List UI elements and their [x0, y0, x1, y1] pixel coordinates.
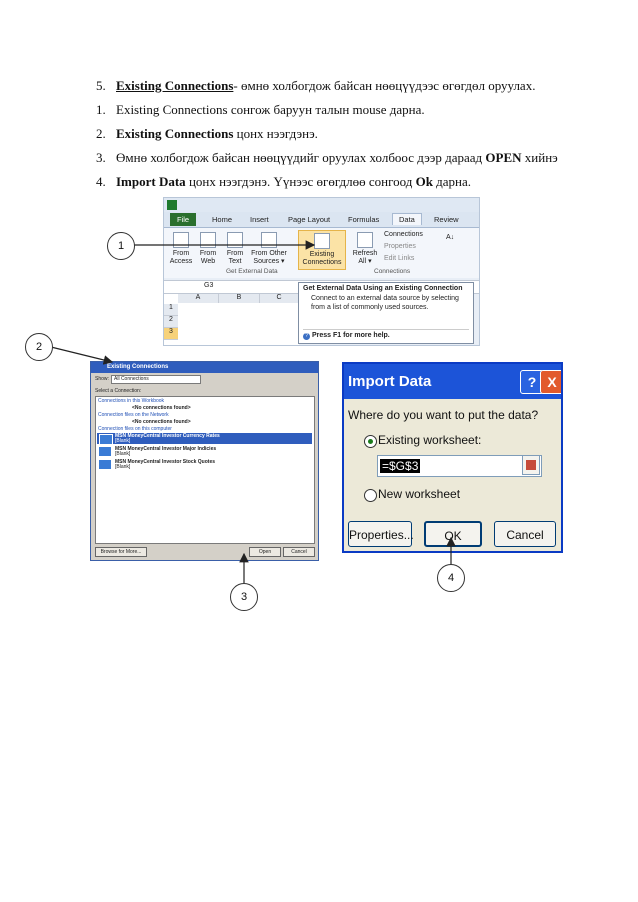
button-label: Sources ▾: [253, 258, 285, 265]
sort-icon[interactable]: A↓: [446, 234, 455, 241]
step-text: дарна.: [432, 174, 472, 189]
dialog-question: Where do you want to put the data?: [348, 408, 539, 422]
step-text: - өмнө холбогдож байсан нөөцүүдээс өгөгдөл оруулах.: [233, 78, 536, 93]
new-worksheet-label: New worksheet: [378, 487, 461, 501]
show-label: Show:: [95, 376, 109, 382]
tab-review[interactable]: Review: [434, 215, 459, 224]
screen-tip-title: Get External Data Using an Existing Connection: [303, 285, 463, 292]
cancel-button[interactable]: Cancel: [283, 547, 315, 557]
step-term: OPEN: [485, 150, 522, 165]
button-label: Connections: [302, 259, 342, 266]
connection-description: [Blank]: [115, 438, 131, 444]
step-number: 3.: [96, 150, 106, 165]
properties-button[interactable]: Properties: [384, 243, 416, 250]
connection-name: MSN MoneyCentral Investor Currency Rates: [115, 433, 220, 439]
screen-tip-body: Connect to an external data source by selecting from a list of commonly used sources.: [311, 295, 459, 311]
callout-3: 3: [230, 583, 258, 611]
cell-reference-value: =$G$3: [382, 459, 419, 473]
connection-name: MSN MoneyCentral Investor Stock Quotes: [115, 459, 216, 465]
step-term: Existing Connections: [116, 78, 234, 93]
button-label: From: [226, 250, 244, 257]
step-text: Existing Connections сонгож баруун талын mouse дарна.: [116, 102, 425, 117]
no-connections-text: <No connections found>: [132, 405, 191, 411]
row-header-3[interactable]: 3: [164, 328, 178, 340]
edit-links-button[interactable]: Edit Links: [384, 255, 415, 262]
column-header-c[interactable]: C: [260, 294, 299, 303]
group-label-external-data: Get External Data: [226, 268, 278, 275]
help-icon: ?: [303, 333, 310, 340]
existing-worksheet-label: Existing worksheet:: [378, 433, 482, 447]
button-label: From Other: [251, 250, 287, 257]
button-label: All ▾: [358, 258, 372, 265]
tab-page-layout[interactable]: Page Layout: [288, 215, 331, 224]
step-number: 5.: [96, 78, 106, 93]
arrow-2: [51, 347, 112, 362]
step-number: 4.: [96, 174, 106, 189]
select-connection-label: Select a Connection:: [95, 388, 142, 394]
tab-formulas[interactable]: Formulas: [348, 215, 380, 224]
properties-button[interactable]: Properties...: [348, 521, 412, 547]
step-term: Import Data: [116, 174, 186, 189]
name-box[interactable]: G3: [204, 282, 214, 289]
open-button[interactable]: Open: [249, 547, 281, 557]
section-heading: Connections in this Workbook: [98, 398, 165, 404]
tab-file[interactable]: File: [170, 213, 196, 226]
column-header-a[interactable]: A: [178, 294, 219, 303]
row-header-2[interactable]: 2: [164, 316, 178, 328]
no-connections-text: <No connections found>: [132, 419, 191, 425]
section-heading: Connection files on the Network: [98, 412, 169, 418]
tab-insert[interactable]: Insert: [250, 215, 269, 224]
close-button[interactable]: X: [540, 370, 563, 394]
connection-description: [Blank]: [115, 451, 131, 457]
step-number: 2.: [96, 126, 106, 141]
connections-button[interactable]: Connections: [384, 231, 423, 238]
step-text: цонх нээгдэнэ.: [233, 126, 318, 141]
step-text: цонх нээгдэнэ. Үүнээс өгөгдлөө сонгоод: [185, 174, 416, 189]
row-header-1[interactable]: 1: [164, 304, 178, 316]
cancel-button[interactable]: Cancel: [494, 521, 556, 547]
button-label: Text: [228, 258, 242, 265]
button-label: From: [199, 250, 217, 257]
show-select[interactable]: All Connections: [111, 375, 201, 384]
browse-for-more-button[interactable]: Browse for More...: [95, 547, 147, 557]
step-number: 1.: [96, 102, 106, 117]
help-button[interactable]: ?: [520, 370, 544, 394]
step-text: Өмнө холбогдож байсан нөөцүүдийг оруулах холбоос дээр дараад: [116, 150, 486, 165]
connection-name: MSN MoneyCentral Investor Major Indicies: [115, 446, 217, 452]
callout-2: 2: [25, 333, 53, 361]
callout-4: 4: [437, 564, 465, 592]
callout-1: 1: [107, 232, 135, 260]
step-text: хийнэ: [521, 150, 558, 165]
step-term: Existing Connections: [116, 126, 234, 141]
screen-tip-help-text: Press F1 for more help.: [311, 332, 390, 339]
button-label: Existing: [309, 251, 335, 258]
tab-home[interactable]: Home: [212, 215, 233, 224]
section-heading: Connection files on this computer: [98, 426, 172, 432]
button-label: Web: [200, 258, 216, 265]
step-term: Ok: [415, 174, 433, 189]
ok-button[interactable]: OK: [424, 521, 482, 547]
button-label: From: [172, 250, 190, 257]
dialog-title: Existing Connections: [91, 362, 318, 373]
column-header-b[interactable]: B: [219, 294, 260, 303]
group-label-connections: Connections: [374, 268, 411, 275]
dialog-title: Import Data: [344, 364, 561, 399]
button-label: Access: [169, 258, 193, 265]
button-label: Refresh: [352, 250, 378, 257]
connection-description: [Blank]: [115, 464, 131, 470]
tab-data[interactable]: Data: [392, 213, 422, 225]
